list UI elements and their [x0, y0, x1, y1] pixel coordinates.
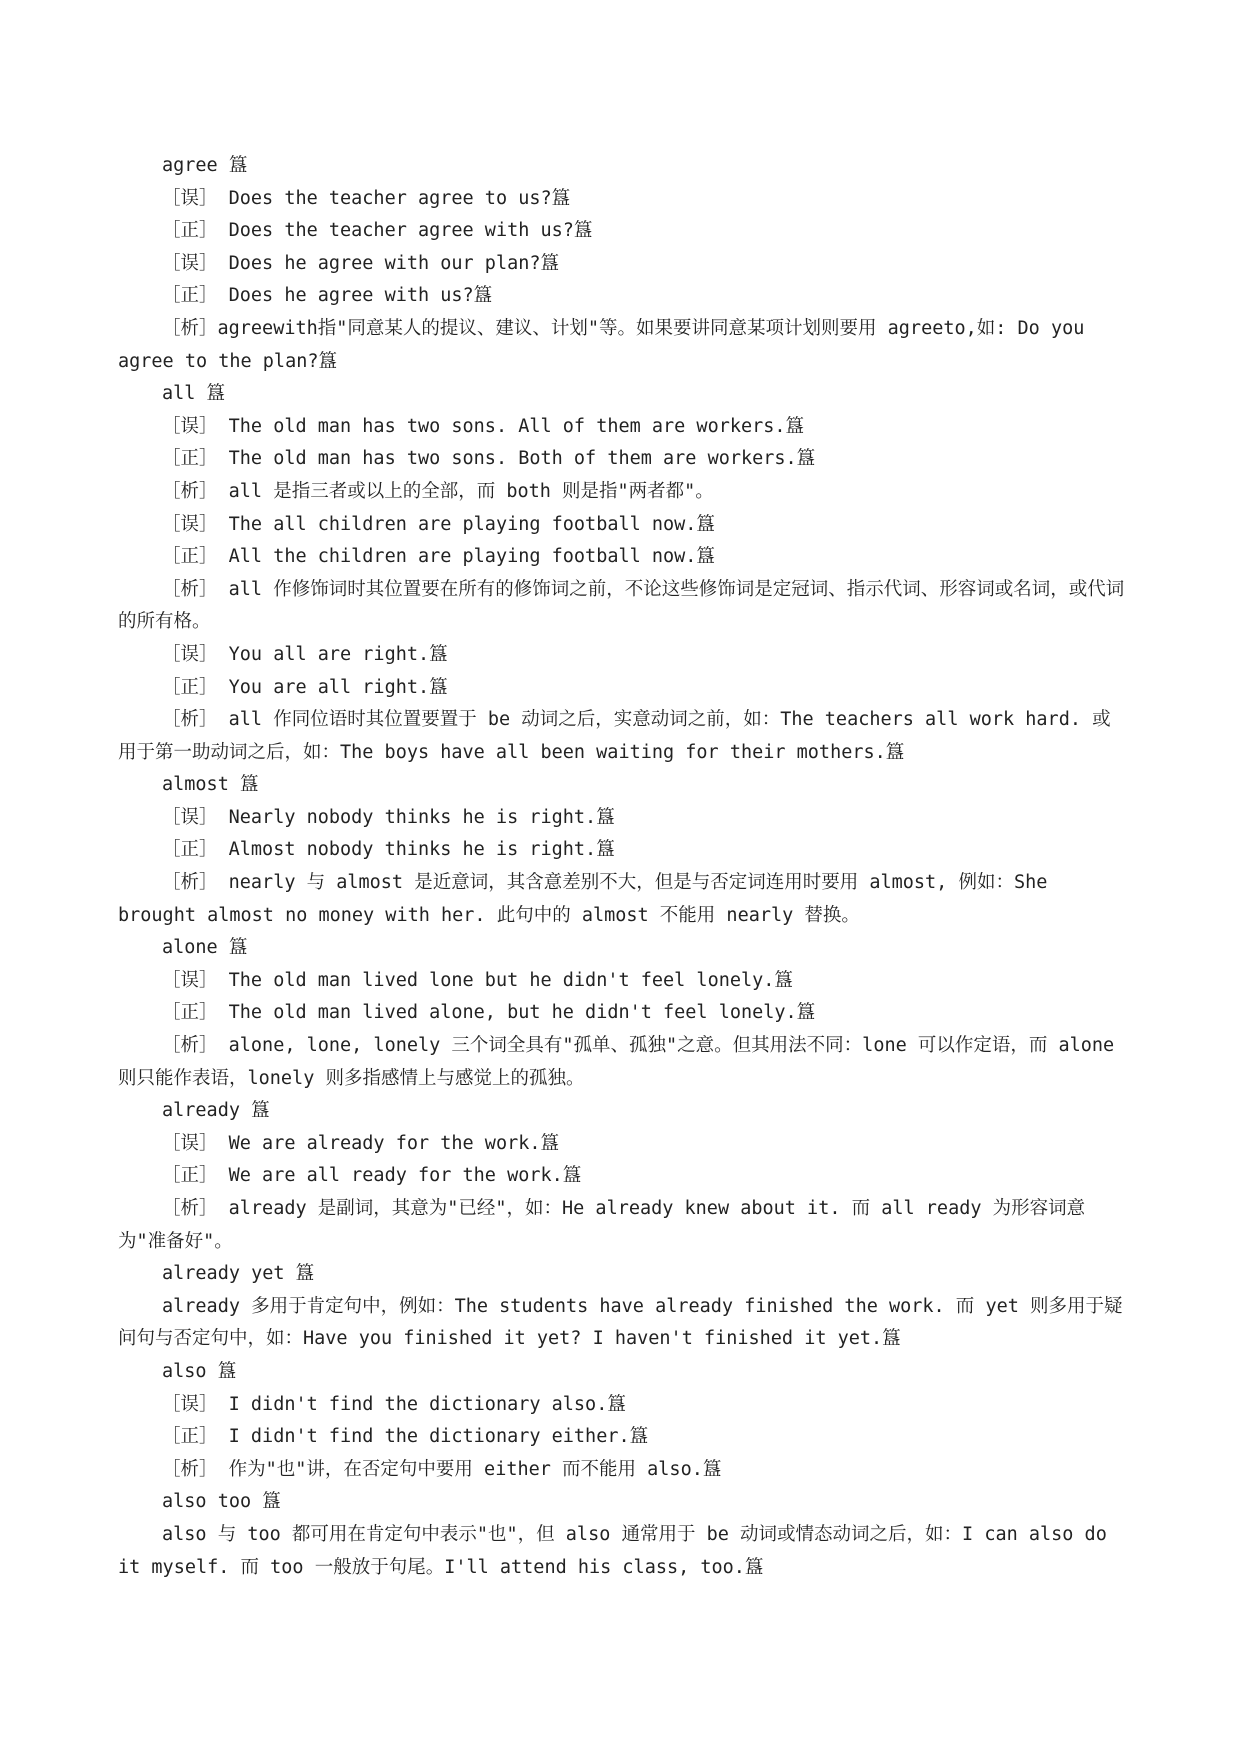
- entry-heading: already 簋: [162, 1100, 270, 1122]
- entry-heading: all 簋: [162, 383, 226, 405]
- analysis-paragraph: ［析］ alone, lone, lonely 三个词全具有"孤单、孤独"之意。但其用法不同：lone 可以作定语，而 alone 则只能作表语，lonely 则多指感情上与感觉上的孤独。: [118, 1035, 1115, 1089]
- analysis-paragraph: ［析］ 作为"也"讲，在否定句中要用 either 而不能用 also.簋: [162, 1458, 722, 1480]
- entry-heading: also too 簋: [162, 1491, 281, 1513]
- wrong-example: ［误］ You all are right.簋: [162, 643, 448, 665]
- entry-heading: already yet 簋: [162, 1263, 315, 1285]
- explanation-paragraph: also 与 too 都可用在肯定句中表示"也"，但 also 通常用于 be 动词或情态动词之后，如：I can also do it myself. 而 too 一般放于句尾。I'll attend his class, too.簋: [118, 1523, 1107, 1578]
- analysis-paragraph: ［析］ already 是副词，其意为"已经"，如：He already knew about it. 而 all ready 为形容词意为"准备好"。: [118, 1198, 1086, 1252]
- entry-heading: agree 簋: [162, 155, 248, 176]
- correct-example: ［正］ The old man lived alone, but he didn't feel lonely.簋: [162, 1002, 816, 1024]
- wrong-example: ［误］ The old man lived lone but he didn't feel lonely.簋: [162, 969, 793, 991]
- analysis-paragraph: ［析］ nearly 与 almost 是近意词，其含意差别不大，但是与否定词连用时要用 almost, 例如：She brought almost no money with her. 此句中的 almost 不能用 nearly 替换。: [118, 872, 1048, 926]
- analysis-paragraph: ［析］agreewith指"同意某人的提议、建议、计划"等。如果要讲同意某项计划则要用 agreeto,如: Do you agree to the plan?簋: [118, 317, 1085, 372]
- analysis-paragraph: ［析］ all 作修饰词时其位置要在所有的修饰词之前，不论这些修饰词是定冠词、指示代词、形容词或名词，或代词的所有格。: [118, 578, 1125, 633]
- entry-heading: almost 簋: [162, 774, 259, 796]
- wrong-example: ［误］ The old man has two sons. All of them are workers.簋: [162, 415, 805, 437]
- correct-example: ［正］ Does the teacher agree with us?簋: [162, 220, 593, 242]
- wrong-example: ［误］ Does the teacher agree to us?簋: [162, 187, 571, 209]
- wrong-example: ［误］ We are already for the work.簋: [162, 1132, 560, 1154]
- wrong-example: ［误］ I didn't find the dictionary also.簋: [162, 1393, 626, 1415]
- correct-example: ［正］ All the children are playing football now.簋: [162, 546, 715, 568]
- correct-example: ［正］ Does he agree with us?簋: [162, 285, 493, 307]
- analysis-paragraph: ［析］ all 作同位语时其位置要置于 be 动词之后，实意动词之前，如：The teachers all work hard. 或用于第一助动词之后，如：The boys have all been waiting for their mothers.簋: [118, 709, 1111, 763]
- correct-example: ［正］ Almost nobody thinks he is right.簋: [162, 839, 615, 861]
- wrong-example: ［误］ Does he agree with our plan?簋: [162, 252, 560, 274]
- correct-example: ［正］ The old man has two sons. Both of them are workers.簋: [162, 448, 816, 470]
- entry-heading: alone 簋: [162, 937, 248, 959]
- document-body: [118, 150, 1128, 1584]
- entry-heading: also 簋: [162, 1360, 237, 1382]
- correct-example: ［正］ I didn't find the dictionary either.簋: [162, 1426, 649, 1448]
- analysis-paragraph: ［析］ all 是指三者或以上的全部，而 both 则是指"两者都"。: [162, 480, 714, 502]
- correct-example: ［正］ We are all ready for the work.簋: [162, 1165, 582, 1187]
- explanation-paragraph: already 多用于肯定句中，例如：The students have already finished the work. 而 yet 则多用于疑问句与否定句中，如：Have you finished it yet? I haven't finished it yet.簋: [118, 1295, 1123, 1350]
- wrong-example: ［误］ Nearly nobody thinks he is right.簋: [162, 806, 615, 828]
- wrong-example: ［误］ The all children are playing football now.簋: [162, 513, 715, 535]
- correct-example: ［正］ You are all right.簋: [162, 676, 448, 698]
